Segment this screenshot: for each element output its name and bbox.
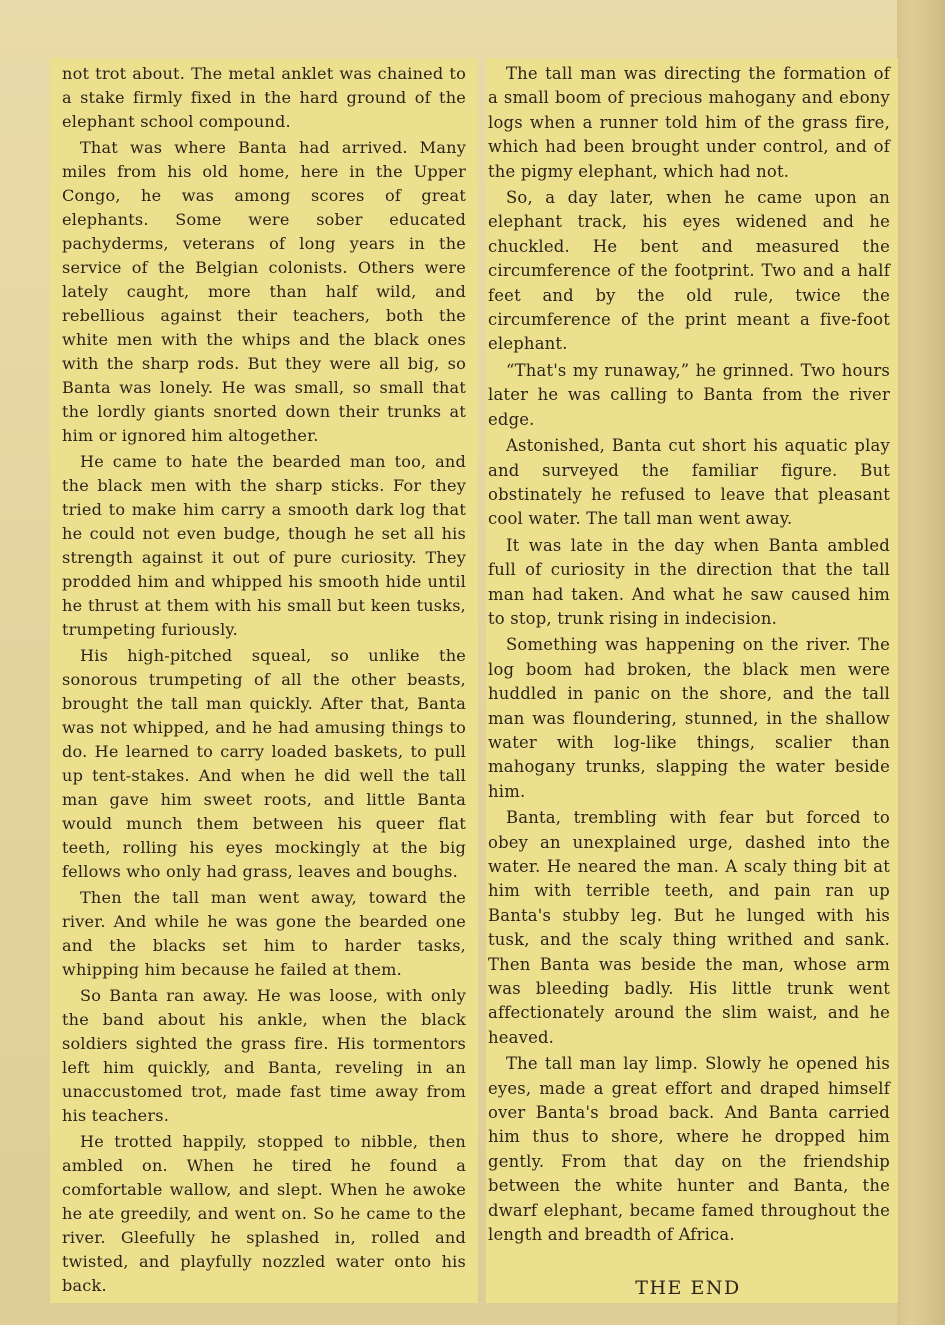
right-text-column	[486, 58, 898, 1303]
right-paragraph-1: The tall man was directing the formation of a small boom of precious mahogany and ebony logs when a runner told him of the grass fire, which had been brought under control, and of the pigmy elephant, which had not.	[488, 64, 890, 181]
left-paragraph-3: He came to hate the bearded man too, and the black men with the sharp sticks. For they tried to make him carry a smooth dark log that he could not even budge, though he set all his strength against it out of pure curiosity. They prodded him and whipped his smooth hide until he thrust at them with his small but keen tusks, trumpeting furiously.	[62, 452, 466, 639]
left-paragraph-2: That was where Banta had arrived. Many miles from his old home, here in the Upper Congo, he was among scores of great elephants. Some were sober educated pachyderms, veterans of long years in the service of the Belgian colonists. Others were lately caught, more than half wild, and rebellious against their teachers, both the white men with the whips and the black ones with the sharp rods. But they were all big, so Banta was lonely. He was small, so small that the lordly giants snorted down their trunks at him or ignored him altogether.	[62, 138, 466, 445]
left-paragraph-5: Then the tall man went away, toward the river. And while he was gone the bearded one and the blacks set him to harder tasks, whipping him because he failed at them.	[62, 888, 466, 979]
left-paragraph-7: He trotted happily, stopped to nibble, then ambled on. When he tired he found a comfortable wallow, and slept. When he awoke he ate greedily, and went on. So he came to the river. Gleefully he splashed in, rolled and twisted, and playfully nozzled water onto his back.	[62, 1132, 466, 1295]
right-paragraph-6: Something was happening on the river. The log boom had broken, the black men were huddled in panic on the shore, and the tall man was floundering, stunned, in the shallow water with log-like things, scalier than mahogany trunks, slapping the water beside him.	[488, 635, 890, 801]
left-paragraph-1: not trot about. The metal anklet was chained to a stake firmly fixed in the hard ground of the elephant school compound.	[62, 64, 466, 131]
right-paragraph-3: “That's my runaway,” he grinned. Two hours later he was calling to Banta from the river edge.	[488, 360, 890, 429]
left-paragraph-4: His high-pitched squeal, so unlike the sonorous trumpeting of all the other beasts, brought the tall man quickly. After that, Banta was not whipped, and he had amusing things to do. He learned to carry loaded baskets, to pull up tent-stakes. And when he did well the tall man gave him sweet roots, and little Banta would munch them between his queer flat teeth, rolling his eyes mockingly at the big fellows who only had grass, leaves and boughs.	[62, 646, 466, 881]
right-paragraph-5: It was late in the day when Banta ambled full of curiosity in the direction that the tall man had taken. And what he saw caused him to stop, trunk rising in indecision.	[488, 535, 890, 628]
right-paragraph-7: Banta, trembling with fear but forced to obey an unexplained urge, dashed into the water. He neared the man. A scaly thing bit at him with terrible teeth, and pain ran up Banta's stubby leg. But he lunged with his tusk, and the scaly thing writhed and sank. Then Banta was beside the man, whose arm was bleeding badly. His little trunk went affectionately around the slim waist, and he heaved.	[488, 808, 890, 1047]
left-text-column	[50, 58, 478, 1303]
right-paragraph-4: Astonished, Banta cut short his aquatic play and surveyed the familiar figure. But obstinately he refused to leave that pleasant cool water. The tall man went away.	[488, 436, 890, 529]
left-paragraph-6: So Banta ran away. He was loose, with only the band about his ankle, when the black soldiers sighted the grass fire. His tormentors left him quickly, and Banta, reveling in an unaccustomed trot, made fast time away from his teachers.	[62, 986, 466, 1125]
right-paragraph-2: So, a day later, when he came upon an elephant track, his eyes widened and he chuckled. He bent and measured the circumference of the footprint. Two and a half feet and by the old rule, twice the circumference of the print meant a five-foot elephant.	[488, 188, 890, 354]
spine-shadow	[897, 0, 911, 1325]
right-paragraph-8: The tall man lay limp. Slowly he opened his eyes, made a great effort and draped himself over Banta's broad back. And Banta carried him thus to shore, where he dropped him gently. From that day on the friendship between the white hunter and Banta, the dwarf elephant, became famed throughout the length and breadth of Africa.	[488, 1054, 890, 1245]
page-spine	[897, 0, 945, 1325]
the-end-label: THE END	[635, 1277, 741, 1299]
